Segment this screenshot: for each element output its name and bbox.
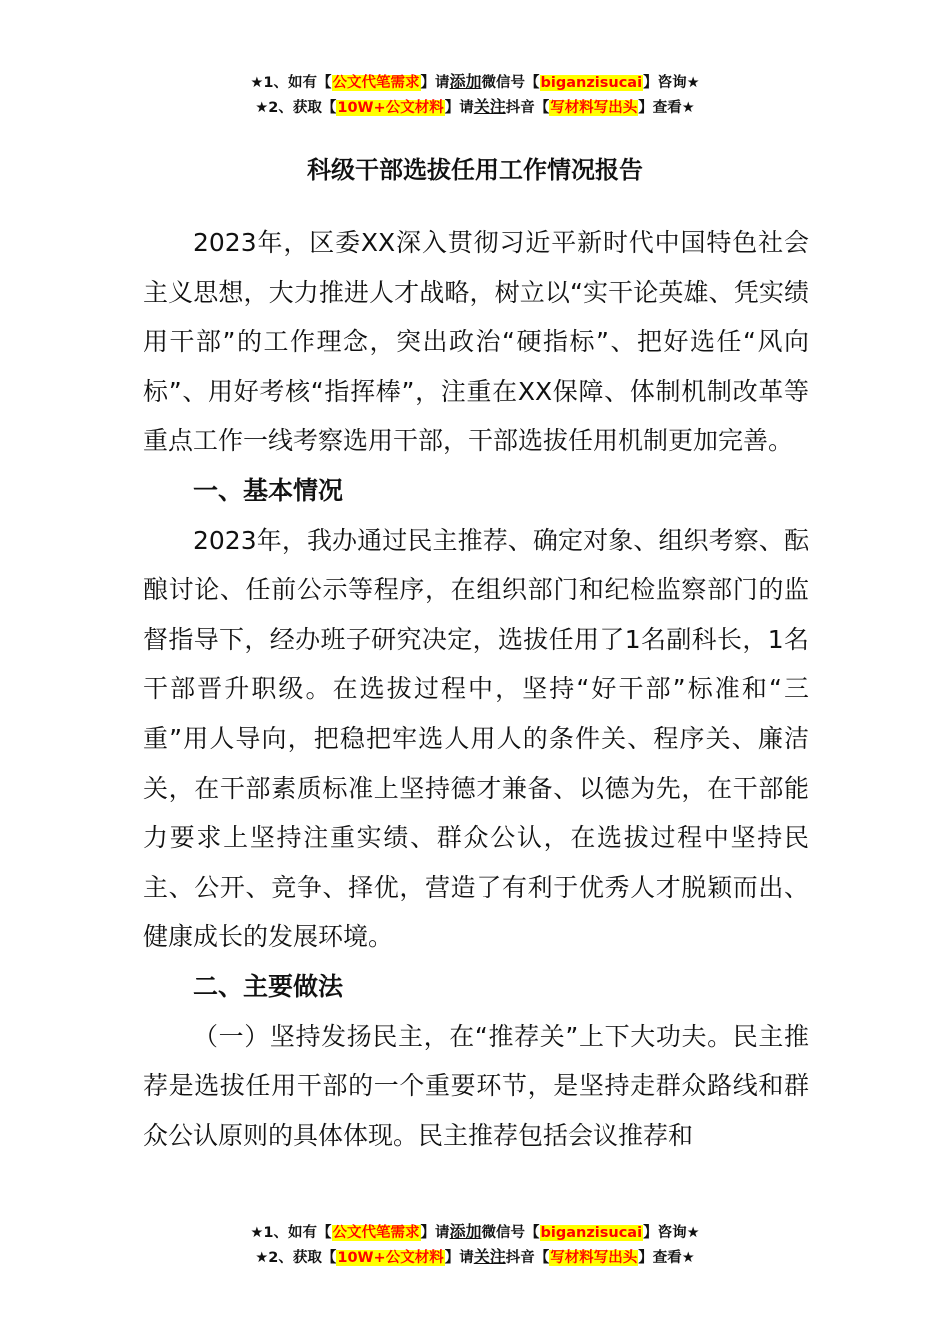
section-2-paragraph: （一）坚持发扬民主，在“推荐关”上下大功夫。民主推荐是选拔任用干部的一个重要环节，是坚持走群众路线和群众公认原则的具体体现。民主推荐包括会议推荐和: [143, 1021, 809, 1150]
intro-paragraph: 2023年，区委XX深入贯彻习近平新时代中国特色社会主义思想，大力推进人才战略，树立以“实干论英雄、凭实绩用干部”的工作理念，突出政治“硬指标”、把好选任“风向标”、用好考核“指挥棒”，注重在XX保障、体制机制改革等重点工作一线考察选用干部，干部选拔任用机制更加完善。: [143, 228, 809, 456]
section-1-paragraph: 2023年，我办通过民主推荐、确定对象、组织考察、酝酿讨论、任前公示等程序，在组织部门和纪检监察部门的监督指导下，经办班子研究决定，选拔任用了1名副科长，1名干部晋升职级。在选拔过程中，坚持“好干部”标准和“三重”用人导向，把稳把牢选人用人的条件关、程序关、廉洁关，在干部素质标准上坚持德才兼备、以德为先，在干部能力要求上坚持注重实绩、群众公认，在选拔过程中坚持民主、公开、竞争、择优，营造了有利于优秀人才脱颖而出、健康成长的发展环境。: [143, 525, 809, 952]
header-promo-banner: [0, 70, 950, 120]
header-promo-line-1: ★1、如有【公文代笔需求】请添加微信号【biganzisucai】咨询★: [250, 72, 700, 91]
promo-highlight: biganzisucai: [540, 1225, 643, 1241]
footer-promo-line-2: ★2、获取【10W+公文材料】请关注抖音【写材料写出头】查看★: [255, 1247, 695, 1266]
section-2-heading: 二、主要做法: [193, 971, 344, 1001]
document-title: 科级干部选拔任用工作情况报告: [307, 156, 643, 184]
promo-highlight: 写材料写出头: [550, 1250, 638, 1266]
footer-promo-banner: [0, 1220, 950, 1270]
promo-highlight: biganzisucai: [540, 75, 643, 91]
promo-highlight: 10W+公文材料: [337, 100, 444, 116]
promo-highlight: 公文代笔需求: [332, 75, 420, 91]
document-body: [143, 218, 809, 1160]
promo-highlight: 公文代笔需求: [332, 1225, 420, 1241]
promo-highlight: 10W+公文材料: [337, 1250, 444, 1266]
footer-promo-line-1: ★1、如有【公文代笔需求】请添加微信号【biganzisucai】咨询★: [250, 1222, 700, 1241]
section-1-heading: 一、基本情况: [193, 475, 344, 505]
header-promo-line-2: ★2、获取【10W+公文材料】请关注抖音【写材料写出头】查看★: [255, 97, 695, 116]
promo-highlight: 写材料写出头: [550, 100, 638, 116]
